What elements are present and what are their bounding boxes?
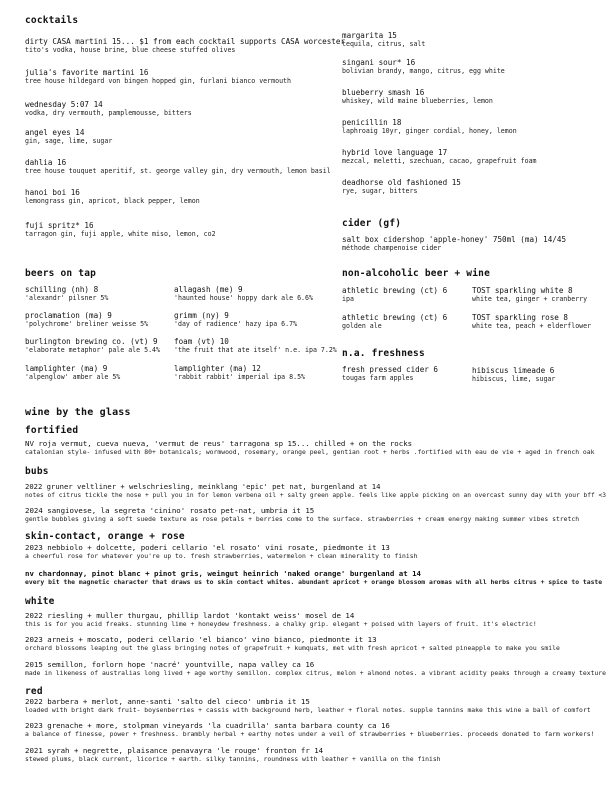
beer-item [25,285,108,302]
na-name: athletic brewing (ct) 6 [342,313,448,322]
cider-desc: méthode champenoise cider [342,244,442,252]
beer-item [25,364,120,381]
wine-desc: every bit the magnetic character that draws us to skin contact whites. abundant apricot + orange blossom aromas with all herbs citrus + spice to taste [25,578,603,586]
beer-desc: 'polychrome' breliner weisse 5% [25,320,149,328]
na-item [472,366,555,383]
wine-name: 2022 riesling + muller thurgau, phillip lardot 'kontakt weiss' mosel de 14 [25,611,355,620]
wine-item [25,746,441,763]
na-item [342,365,438,382]
wine-item [25,543,417,560]
na-desc: white tea, ginger + cranberry [472,295,588,303]
cocktail-item [25,221,216,238]
beers-heading: beers on tap [25,268,97,279]
cocktail-item [342,148,537,165]
cocktail-name: dirty CASA martini 15... $1 from each cocktail supports CASA worcester [25,37,346,46]
beer-name: foam (vt) 10 [174,337,229,346]
wine-item [25,482,612,499]
cocktail-desc: tito's vodka, house brine, blue cheese stuffed olives [25,46,236,54]
cocktail-name: blueberry smash 16 [342,88,425,97]
cocktail-item [342,118,517,135]
beer-name: proclamation (ma) 9 [25,311,112,320]
cocktail-item [342,31,425,48]
wine-desc: stewed plums, black current, licorice + earth. silky tannins, roundness with leather + vanilla on the finish [25,755,441,763]
cider-heading: cider (gf) [342,218,402,229]
na-item [342,286,447,303]
beer-name: grimm (ny) 9 [174,311,229,320]
cocktails-heading: cocktails [25,15,79,26]
cocktail-name: angel eyes 14 [25,128,85,137]
wine-desc: a balance of finesse, power + freshness. brambly herbal + earthy notes under a veil of strawberries + blueberries. proceeds donated to farm workers! [25,730,595,738]
na-name: fresh pressed cider 6 [342,365,439,374]
wine-desc: a cheerful rose for whatever you're up to. fresh strawberries, watermelon + clean minerality to finish [25,552,418,560]
cocktail-desc: bolivian brandy, mango, citrus, egg white [342,67,505,75]
beer-item [25,337,160,354]
cocktail-name: julia's favorite martini 16 [25,68,149,77]
wine-desc: made in likeness of australias long lived + age worthy semillon. complex citrus, melon + almond notes. a vibrant acidity peaks through a creamy texture [25,669,606,677]
wine-name: 2022 barbera + merlot, anne-santi 'salto del cieco' umbria it 15 [25,697,310,706]
cocktail-item [25,158,331,175]
cocktail-name: margarita 15 [342,31,397,40]
na-item [472,313,591,330]
wine-item [25,660,606,677]
beer-desc: 'day of radience' hazy ipa 6.7% [174,320,298,328]
wine-item [25,635,560,652]
wine-item [25,611,537,628]
cocktail-desc: whiskey, wild maine blueberries, lemon [342,97,493,105]
beer-item [174,337,337,354]
wine-desc: loaded with bright dark fruit- boysenberries + cassis with background herb, leather + floral notes. supple tannins make this wine a ball of comfort [25,706,591,714]
cocktail-desc: gin, sage, lime, sugar [25,137,113,145]
na-heading: non-alcoholic beer + wine [342,268,490,279]
cocktail-name: hybrid love language 17 [342,148,448,157]
cocktail-desc: laphroaig 10yr, ginger cordial, honey, lemon [342,127,517,135]
cocktail-name: deadhorse old fashioned 15 [342,178,461,187]
cider-item [342,235,566,252]
beer-desc: 'haunted house' hoppy dark ale 6.6% [174,294,313,302]
wine-item [25,439,594,456]
wine-item [25,697,591,714]
cocktail-desc: tarragon gin, fuji apple, white miso, lemon, co2 [25,230,216,238]
cocktail-item [342,58,505,75]
wine-item [25,721,594,738]
na-freshness-heading: n.a. freshness [342,348,425,359]
cocktail-desc: tequila, citrus, salt [342,40,426,48]
cocktail-desc: tree house hildegard von bingen hopped gin, furlani bianco vermouth [25,77,291,85]
wine-name: nv chardonnay, pinot blanc + pinot gris, weingut heinrich 'naked orange' burgenland at 14 [25,569,422,578]
beer-item [25,311,148,328]
beer-desc: 'the fruit that ate itself' n.e. ipa 7.2% [174,346,337,354]
cocktail-name: penicillin 18 [342,118,402,127]
beer-item [174,364,305,381]
na-desc: tougas farm apples [342,374,414,382]
cocktail-item [25,188,200,205]
beer-item [174,311,297,328]
na-name: hibiscus limeade 6 [472,366,555,375]
na-desc: ipa [342,295,354,303]
skin-contact-heading: skin-contact, orange + rose [25,531,185,542]
cocktail-item [342,88,493,105]
na-name: TOST sparkling rose 8 [472,313,569,322]
na-name: TOST sparkling white 8 [472,286,573,295]
cider-name: salt box cidershop 'apple-honey' 750ml (ma) 14/45 [342,235,567,244]
cocktail-item [25,37,345,54]
na-desc: hibiscus, lime, sugar [472,375,556,383]
na-item [472,286,587,303]
cocktail-item [342,178,461,195]
wine-desc: this is for you acid freaks. stunning lime + honeydew freshness. a chalky grip. elegant + poised with layers of fruit. it's electric! [25,620,537,628]
wine-name: 2015 semillon, forlorn hope 'nacré' yountville, napa valley ca 16 [25,660,315,669]
wine-desc: gentle bubbles giving a soft suede texture as rose petals + berries come to the surface. strawberries + cream energy making summer vibes stretch [25,515,580,523]
bubs-heading: bubs [25,466,49,477]
cocktail-desc: tree house touquet aperitif, st. george valley gin, dry vermouth, lemon basil [25,167,331,175]
beer-desc: 'elaborate metaphor' pale ale 5.4% [25,346,160,354]
cocktail-name: fuji spritz* 16 [25,221,94,230]
beer-desc: 'alexandr' pilsner 5% [25,294,109,302]
beer-desc: 'rabbit rabbit' imperial ipa 8.5% [174,373,306,381]
beer-name: allagash (me) 9 [174,285,243,294]
wine-desc: catalonian style- infused with 80+ botanicals; wormwood, rosemary, orange peel, gentian root + herbs .fortified with eau de vie + aged in french oak [25,448,595,456]
white-heading: white [25,596,55,607]
red-heading: red [25,686,43,697]
beer-desc: 'alpenglow' amber ale 5% [25,373,121,381]
cocktail-item [25,100,192,117]
wine-name: 2023 arneis + moscato, poderi cellario 'el bianco' vino bianco, piedmonte it 13 [25,635,377,644]
na-item [342,313,447,330]
na-name: athletic brewing (ct) 6 [342,286,448,295]
cocktail-name: singani sour* 16 [342,58,416,67]
cocktail-name: dahlia 16 [25,158,67,167]
na-desc: golden ale [342,322,382,330]
wine-desc: orchard blossoms leaping out the glass bringing notes of grapefruit + kumquats, met with fresh apricot + salted pineapple to make you smile [25,644,560,652]
wine-desc: notes of citrus tickle the nose + pull you in for lemon verbena oil + salty green apple. feels like apple picking on an overcast sunny day with your bff <3 [25,491,606,499]
wine-name: 2021 syrah + negrette, plaisance penavayra 'le rouge' fronton fr 14 [25,746,324,755]
cocktail-item [25,128,112,145]
cocktail-name: wednesday 5:07 14 [25,100,103,109]
wine-name: 2023 nebbiolo + dolcette, poderi cellario 'el rosato' vini rosate, piedmonte it 13 [25,543,390,552]
beer-name: burlington brewing co. (vt) 9 [25,337,158,346]
wine-name: 2022 gruner veltliner + welschriesling, meinklang 'epic' pet nat, burgenland at 14 [25,482,381,491]
beer-item [174,285,313,302]
cocktail-desc: lemongrass gin, apricot, black pepper, lemon [25,197,200,205]
na-desc: white tea, peach + elderflower [472,322,592,330]
cocktail-item [25,68,291,85]
beer-name: schilling (nh) 8 [25,285,99,294]
cocktail-desc: mezcal, meletti, szechuan, cacao, grapefruit foam [342,157,537,165]
wine-item [25,506,579,523]
wine-item [25,569,602,586]
cocktail-desc: rye, sugar, bitters [342,187,418,195]
wine-heading: wine by the glass [25,407,131,418]
wine-name: NV roja vermut, cueva nueva, 'vermut de reus' tarragona sp 15... chilled + on the rocks [25,439,413,448]
wine-name: 2023 grenache + more, stolpman vineyards 'la cuadrilla' santa barbara county ca 16 [25,721,390,730]
fortified-heading: fortified [25,425,79,436]
cocktail-desc: vodka, dry vermouth, pamplemousse, bitters [25,109,192,117]
cocktail-name: hanoi boi 16 [25,188,80,197]
beer-name: lamplighter (ma) 9 [25,364,108,373]
wine-name: 2024 sangiovese, la segreta 'cinino' rosato pet-nat, umbria it 15 [25,506,315,515]
beer-name: lamplighter (ma) 12 [174,364,261,373]
